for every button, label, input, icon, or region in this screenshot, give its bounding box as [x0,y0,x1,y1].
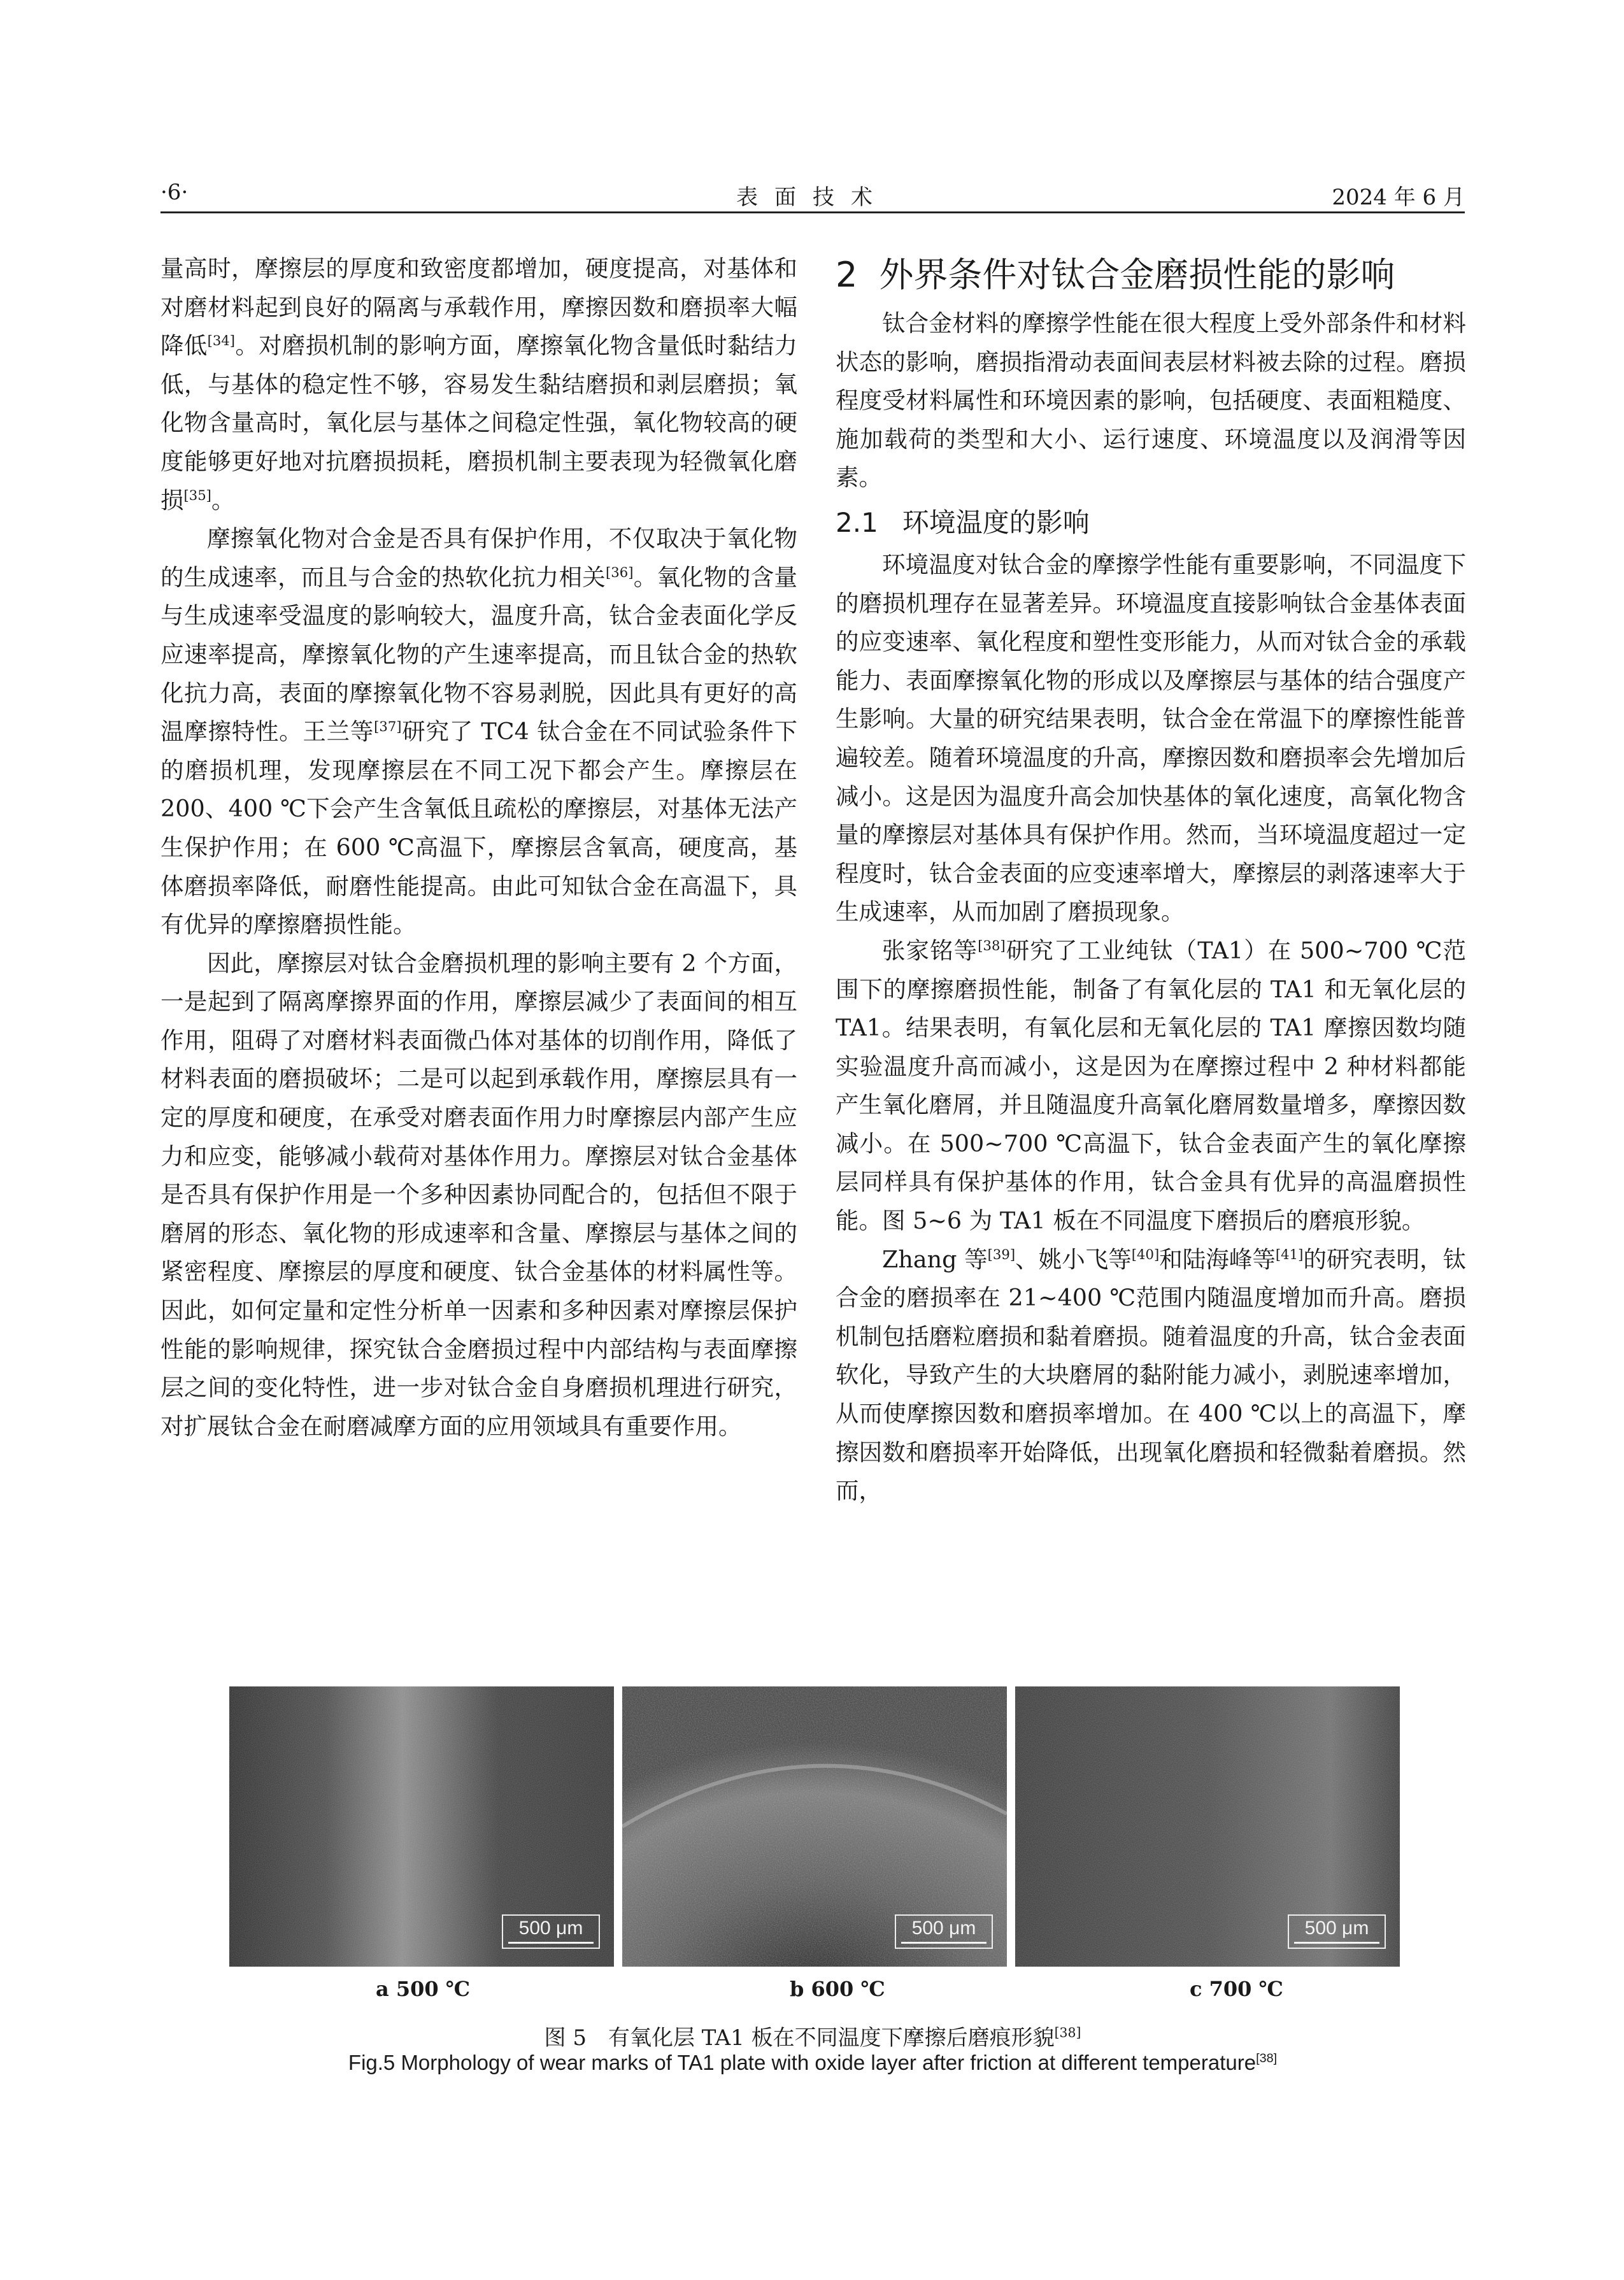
text-run: 。 [211,486,235,514]
citation: [41] [1275,1246,1304,1262]
subfigure-label-c: c 700 ℃ [1190,1977,1283,2001]
paragraph [160,250,797,520]
paragraph [836,304,1466,497]
citation: [35] [183,487,211,503]
text-run: 。氧化物的含量与生成速率受温度的影响较大，温度升高，钛合金表面化学反应速率提高，摩擦氧化物的产生速率提高，而且钛合金的热软化抗力高，表面的摩擦氧化物不容易剥脱，因此具有更好的高温摩擦特性。王兰等 [160,563,798,746]
section-heading [836,250,1466,301]
subsection-body [836,546,1466,1511]
citation: [40] [1131,1246,1160,1262]
figure-caption-cn: 图 5 有氧化层 TA1 板在不同温度下摩擦后磨痕形貌[38] [544,2025,1081,2051]
citation: [34] [207,332,236,349]
sem-image-b [622,1686,1007,1967]
citation: [37] [374,718,402,734]
text-run: 摩擦氧化物对合金是否具有保护作用，不仅取决于氧化物的生成速率，而且与合金的热软化抗力相关 [160,525,797,591]
section-number: 2 [836,255,858,295]
subfigure-label-a: a 500 ℃ [376,1977,471,2001]
subsection-number: 2.1 [836,506,878,538]
section-intro [836,304,1466,497]
citation: [36] [606,564,634,580]
text-run: Zhang 等 [882,1245,988,1273]
issue-date: 2024 年 6 月 [1332,185,1465,210]
running-header [160,176,1465,213]
text-run: 量高时，摩擦层的厚度和致密度都增加，硬度提高，对基体和对磨材料起到良好的隔离与承载作用，摩擦因数和磨损率大幅降低 [160,255,797,360]
text-run: 研究了 TC4 钛合金在不同试验条件下的磨损机理，发现摩擦层在不同工况下都会产生。摩擦层在 200、400 ℃下会产生含氧低且疏松的摩擦层，对基体无法产生保护作用；在 600 ℃高温下，摩擦层含氧高，硬度高，基体磨损率降低，耐磨性能提高。由此可知钛合金在高温下，具有优异的摩擦磨损性能。 [160,718,797,939]
section-title: 外界条件对钛合金磨损性能的影响 [879,255,1395,295]
paragraph [836,1241,1466,1511]
paragraph [160,944,797,1446]
text-run: 钛合金材料的摩擦学性能在很大程度上受外部条件和材料状态的影响，磨损指滑动表面间表层材料被去除的过程。磨损程度受材料属性和环境因素的影响，包括硬度、表面粗糙度、施加载荷的类型和大小、运行速度、环境温度以及润滑等因素。 [836,310,1466,492]
text-run: 的研究表明，钛合金的磨损率在 21~400 ℃范围内随温度增加而升高。磨损机制包括磨粒磨损和黏着磨损。随着温度的升高，钛合金表面软化，导致产生的大块磨屑的黏附能力减小，剥脱速率增加，从而使摩擦因数和磨损率增加。在 400 ℃以上的高温下，摩擦因数和磨损率开始降低，出现氧化磨损和轻微黏着磨损。然而， [836,1245,1467,1505]
paragraph [836,546,1466,932]
right-column [836,250,1466,1511]
subsection-title: 环境温度的影响 [902,506,1090,538]
sem-image-a [229,1686,614,1967]
subfigure-label-b: b 600 ℃ [790,1977,885,2001]
citation: [38] [978,937,1006,953]
subfigure-labels [229,1977,1400,2005]
journal-name: 表面技术 [736,185,889,210]
text-run: 因此，摩擦层对钛合金磨损机理的影响主要有 2 个方面，一是起到了隔离摩擦界面的作用，摩擦层减少了表面间的相互作用，阻碍了对磨材料表面微凸体对基体的切削作用，降低了材料表面的磨损破坏；二是可以起到承载作用，摩擦层具有一定的厚度和硬度，在承受对磨表面作用力时摩擦层内部产生应力和应变，能够减小载荷对基体作用力。摩擦层对钛合金基体是否具有保护作用是一个多种因素协同配合的，包括但不限于磨屑的形态、氧化物的形成速率和含量、摩擦层与基体之间的紧密程度、摩擦层的厚度和硬度、钛合金基体的材料属性等。因此，如何定量和定性分析单一因素和多种因素对摩擦层保护性能的影响规律，探究钛合金磨损过程中内部结构与表面摩擦层之间的变化特性，进一步对钛合金自身磨损机理进行研究，对扩展钛合金在耐磨减摩方面的应用领域具有重要作用。 [160,949,797,1440]
text-run: 研究了工业纯钛（TA1）在 500~700 ℃范围下的摩擦磨损性能，制备了有氧化层的 TA1 和无氧化层的 TA1。结果表明，有氧化层和无氧化层的 TA1 摩擦因数均随实验温度升高而减小，这是因为在摩擦过程中 2 种材料都能产生氧化磨屑，并且随温度升高氧化磨屑数量增多，摩擦因数减小。在 500~700 ℃高温下，钛合金表面产生的氧化摩擦层同样具有保护基体的作用，钛合金具有优异的高温磨损性能。图 5~6 为 TA1 板在不同温度下磨损后的磨痕形貌。 [836,936,1466,1235]
figure-5 [229,1686,1400,1967]
text-run: 和陆海峰等 [1159,1245,1276,1273]
scale-bar: 500 μm [895,1914,993,1949]
left-column [160,250,797,1446]
paragraph [160,520,797,944]
figure-caption-en: Fig.5 Morphology of wear marks of TA1 plate with oxide layer after friction at different temperature[38] [348,2051,1278,2074]
scale-bar: 500 μm [502,1914,600,1949]
text-run: 、姚小飞等 [1015,1245,1132,1273]
text-run: 张家铭等 [882,936,978,964]
scale-bar: 500 μm [1288,1914,1386,1949]
subsection-heading [836,502,1466,543]
paragraph [836,932,1466,1241]
page-number: ·6· [160,180,189,205]
text-run: 。对磨损机制的影响方面，摩擦氧化物含量低时黏结力低，与基体的稳定性不够，容易发生黏结磨损和剥层磨损；氧化物含量高时，氧化层与基体之间稳定性强，氧化物较高的硬度能够更好地对抗磨损损耗，磨损机制主要表现为轻微氧化磨损 [160,332,798,514]
citation: [39] [987,1246,1016,1262]
sem-image-c [1015,1686,1400,1967]
text-run: 环境温度对钛合金的摩擦学性能有重要影响，不同温度下的磨损机理存在显著差异。环境温度直接影响钛合金基体表面的应变速率、氧化程度和塑性变形能力，从而对钛合金的承载能力、表面摩擦氧化物的形成以及摩擦层与基体的结合强度产生影响。大量的研究结果表明，钛合金在常温下的摩擦性能普遍较差。随着环境温度的升高，摩擦因数和磨损率会先增加后减小。这是因为温度升高会加快基体的氧化速度，高氧化物含量的摩擦层对基体具有保护作用。然而，当环境温度超过一定程度时，钛合金表面的应变速率增大，摩擦层的剥落速率大于生成速率，从而加剧了磨损现象。 [836,550,1466,926]
